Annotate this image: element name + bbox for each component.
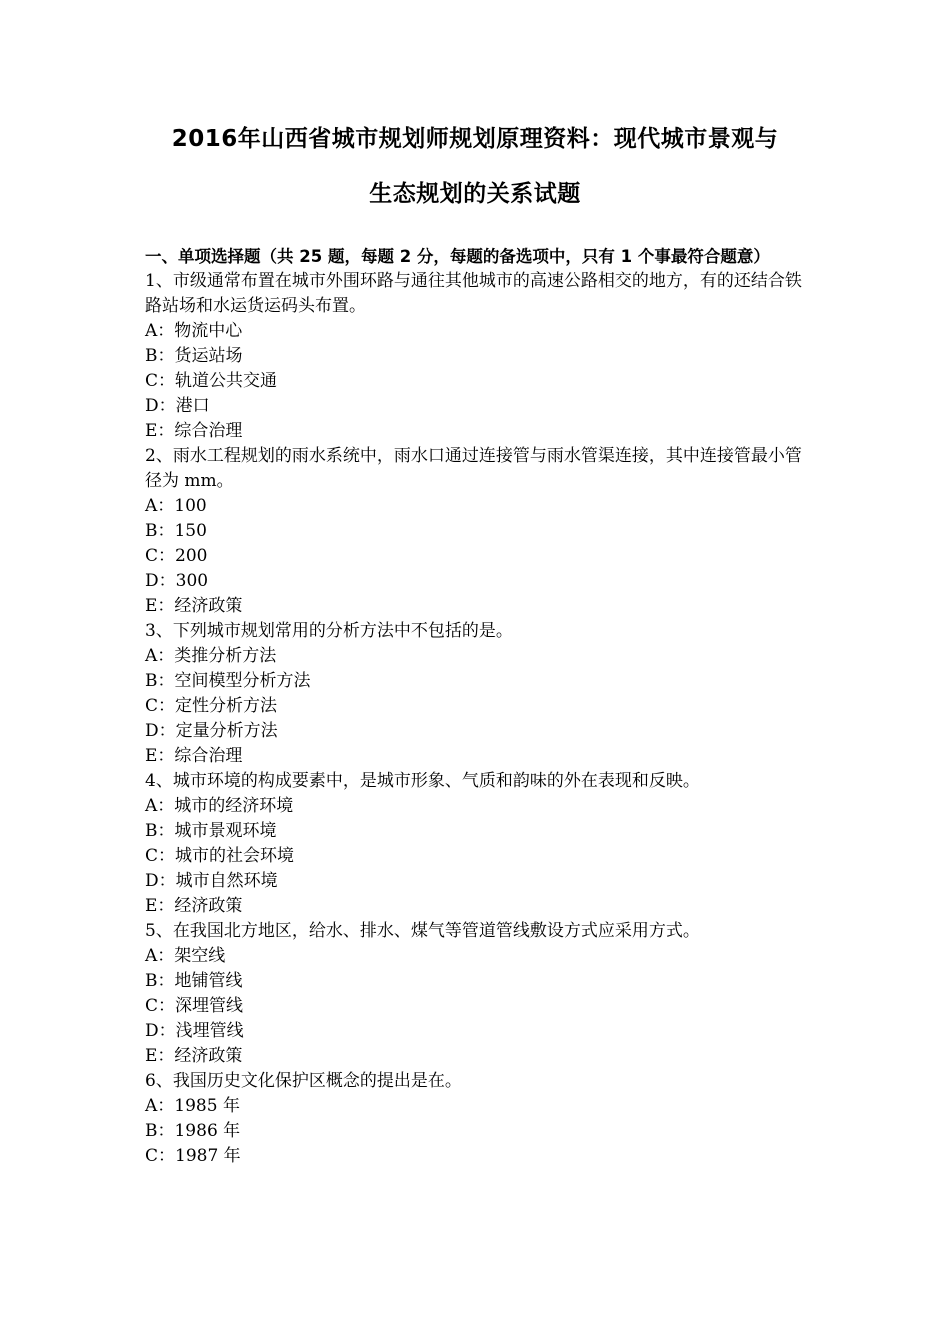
document-body	[145, 244, 810, 1169]
question-text: 2、雨水工程规划的雨水系统中，雨水口通过连接管与雨水管渠连接，其中连接管最小管径为 mm。	[145, 446, 802, 491]
question-6	[145, 1069, 810, 1169]
question-4	[145, 769, 810, 919]
option-e: E：经济政策	[145, 1046, 243, 1066]
title-line-1: 2016年山西省城市规划师规划原理资料：现代城市景观与	[171, 126, 779, 152]
option-e: E：综合治理	[145, 421, 243, 441]
question-1	[145, 269, 810, 444]
option-b: B：城市景观环境	[145, 821, 277, 841]
option-c: C：200	[145, 546, 208, 566]
option-b: B：货运站场	[145, 346, 243, 366]
question-text: 5、在我国北方地区，给水、排水、煤气等管道管线敷设方式应采用方式。	[145, 921, 700, 941]
title-line-2: 生态规划的关系试题	[369, 181, 581, 207]
option-c: C：1987 年	[145, 1146, 241, 1166]
option-b: B：地铺管线	[145, 971, 243, 991]
option-d: D：城市自然环境	[145, 871, 278, 891]
option-c: C：定性分析方法	[145, 696, 278, 716]
section-heading: 一、单项选择题（共 25 题，每题 2 分，每题的备选项中，只有 1 个事最符合题意）	[145, 247, 770, 266]
option-d: D：定量分析方法	[145, 721, 278, 741]
option-c: C：城市的社会环境	[145, 846, 295, 866]
option-a: A：1985 年	[145, 1096, 240, 1116]
option-e: E：经济政策	[145, 596, 243, 616]
option-a: A：类推分析方法	[145, 646, 277, 666]
question-5	[145, 919, 810, 1069]
option-a: A：物流中心	[145, 321, 243, 341]
option-d: D：浅埋管线	[145, 1021, 244, 1041]
question-text: 6、我国历史文化保护区概念的提出是在。	[145, 1071, 462, 1091]
question-text: 1、市级通常布置在城市外围环路与通往其他城市的高速公路相交的地方，有的还结合铁路站场和水运货运码头布置。	[145, 271, 802, 316]
option-b: B：150	[145, 521, 207, 541]
option-b: B：空间模型分析方法	[145, 671, 311, 691]
question-2	[145, 444, 810, 619]
document-title	[100, 112, 850, 222]
option-d: D：港口	[145, 396, 210, 416]
option-c: C：轨道公共交通	[145, 371, 278, 391]
option-b: B：1986 年	[145, 1121, 241, 1141]
question-3	[145, 619, 810, 769]
option-a: A：100	[145, 496, 207, 516]
option-a: A：架空线	[145, 946, 226, 966]
option-a: A：城市的经济环境	[145, 796, 294, 816]
option-e: E：经济政策	[145, 896, 243, 916]
question-text: 3、下列城市规划常用的分析方法中不包括的是。	[145, 621, 513, 641]
option-e: E：综合治理	[145, 746, 243, 766]
option-d: D：300	[145, 571, 209, 591]
option-c: C：深埋管线	[145, 996, 244, 1016]
question-text: 4、城市环境的构成要素中，是城市形象、气质和韵味的外在表现和反映。	[145, 771, 700, 791]
